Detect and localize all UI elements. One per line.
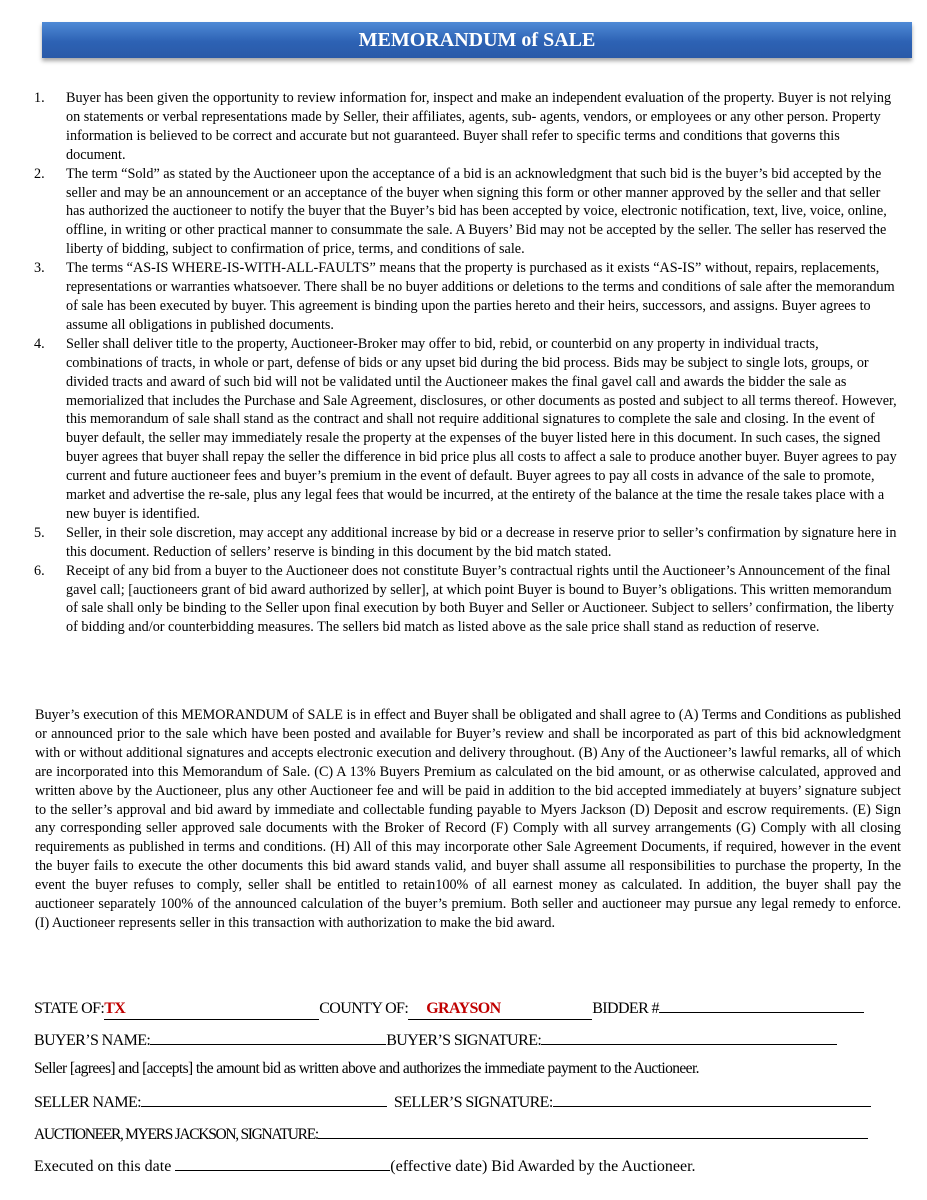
term-text: Buyer has been given the opportunity to review information for, inspect and make an independent evaluation of the property. Buyer is not relying on statements or verbal representations made by Seller, their affiliates, agents, sub- agents, vendors, or employees or any other person. Property information is believed to be correct and accurate but not guaranteed. Buyer shall refer to specific terms and conditions that governs this document. [66,90,892,163]
term-number: 4. [34,335,45,352]
state-value: TX [104,1000,126,1017]
term-text: The term “Sold” as stated by the Auctioneer upon the acceptance of a bid is an acknowledgment that such bid is the buyer’s bid accepted by the seller and may be an announcement or an acceptance of the buyer when signing this form or other manner approved by the seller and that seller has authorized the auctioneer to notify the buyer that the Buyer’s bid has been accepted by voice, electronic notification, text, live, voice, online, offline, in writing or other practical manner to consummate the sale. A Buyers’ Bid may not be accepted by the seller. The seller has reserved the liberty of bidding, subject to confirmation of price, terms, and conditions of sale. [66,165,887,258]
terms-list [34,89,898,637]
state-field[interactable] [104,999,319,1020]
seller-row [34,1091,927,1113]
executed-row [34,1155,927,1177]
buyer-name-label: BUYER’S NAME: [34,1032,151,1049]
seller-signature-label: SELLER’S SIGNATURE: [393,1094,553,1111]
county-field[interactable] [408,999,592,1020]
term-item [34,89,898,165]
buyer-signature-field[interactable] [541,1029,837,1045]
term-text: Seller, in their sole discretion, may accept any additional increase by bid or a decrease in reserve prior to seller’s confirmation by signature here in this document. Reduction of sellers’ reserve is binding in this document by the bid match stated. [66,524,897,560]
seller-name-field[interactable] [141,1091,387,1107]
buyer-name-field[interactable] [150,1029,386,1045]
seller-name-label: SELLER NAME: [34,1094,142,1111]
term-number: 1. [34,90,45,106]
term-item [34,335,898,524]
term-item [34,562,898,638]
auctioneer-row [34,1123,927,1145]
term-item [34,259,898,335]
term-text: The terms “AS-IS WHERE-IS-WITH-ALL-FAULTS” means that the property is purchased as it exists “AS-IS” without, repairs, replacements, representations or warranties whatsoever. There shall be no buyer additions or deletions to the terms and conditions of sale after the memorandum of sale has been executed by buyer. This agreement is binding upon the parties hereto and their heirs, successors, and assigns. Buyer agrees to assume all obligations in published documents. [66,260,895,333]
document-title: MEMORANDUM of SALE [358,29,596,51]
county-value: GRAYSON [426,1000,501,1017]
term-number: 2. [34,165,45,182]
buyer-signature-label: BUYER’S SIGNATURE: [386,1032,542,1049]
executed-date-field[interactable] [175,1155,390,1171]
execution-paragraph: Buyer’s execution of this MEMORANDUM of SALE is in effect and Buyer shall be obligated and shall agree to (A) Terms and Conditions as published or announced prior to the sale which have been posted and available for Buyer’s review and shall be incorporated as part of this bid acknowledgment with or without additional signatures and accepts electronic execution and delivery throughout. (B) Any of the Auctioneer’s lawful remarks, all of which are incorporated into this Memorandum of Sale. (C) A 13% Buyers Premium as calculated on the bid amount, or as otherwise calculated, approved and written above by the Auctioneer, plus any other Auctioneer fee and will be paid in addition to the bid accepted immediately at buyers’ signature subject to the seller’s approval and bid award by immediate and collectable funding payable to Myers Jackson (D) Deposit and escrow requirements. (E) Sign any corresponding seller approved sale documents with the Broker of Record (F) Comply with all survey arrangements (G) Comply with all closing requirements as published in terms and conditions. (H) All of this may incorporate other Sale Agreement Documents, if required, however in the event the buyer fails to execute the other documents this bid award stands valid, and buyer shall assume all responsibilities to purchase the property, In the event the buyer refuses to comply, seller shall be entitled to retain100% of all earnest money as calculated. In addition, the buyer shall pay the auctioneer separately 100% of the announced calculation of the buyer’s premium. Both seller and auctioneer may pursue any legal remedy to enforce. (I) Auctioneer represents seller in this transaction with authorization to make the bid award. [35,707,901,931]
county-label: COUNTY OF: [319,1000,409,1017]
buyer-row [34,1029,927,1051]
auctioneer-signature-label: AUCTIONEER, MYERS JACKSON, SIGNATURE: [34,1126,318,1143]
bidder-label: BIDDER # [592,1000,659,1017]
term-number: 3. [34,260,45,277]
seller-signature-field[interactable] [553,1091,871,1107]
term-text: Seller shall deliver title to the property, Auctioneer-Broker may offer to bid, rebid, or counterbid on any property in individual tracts, combinations of tracts, in whole or part, defense of bids or any upset bid during the bid process. Bids may be subject to single lots, groups, or divided tracts and award of such bid will not be validated until the Auctioneer makes the final gavel call and awards the bidder the sale as memorialized that includes the Purchase and Sale Agreement, disclosures, or other documents as posted and subject to all terms thereof. However, this memorandum of sale shall stand as the contract and shall not require additional signatures to complete the sale and closing. In the event of buyer default, the seller may immediately resale the property at the expenses of the buyer listed here in this document. In such cases, the signed buyer agrees that buyer shall repay the seller the difference in bid price plus all costs to affect a sale to produce another buyer. Buyer agrees to pay current and future auctioneer fees and buyer’s premium in the event of default. Buyer agrees to pay all costs in advance of the sale to promote, market and advertise the re-sale, plus any legal fees that would be incurred, at the entirety of the balance at the time the resale takes place with a new buyer is identified. [66,335,897,522]
seller-statement: Seller [agrees] and [accepts] the amount bid as written above and authorizes the immediate payment to the Auctioneer. [34,1060,699,1077]
auctioneer-signature-field[interactable] [318,1123,868,1139]
executed-prefix: Executed on this date [34,1158,172,1175]
term-text: Receipt of any bid from a buyer to the Auctioneer does not constitute Buyer’s contractual rights until the Auctioneer’s Announcement of the final gavel call; [auctioneers grant of bid award authorized by seller], at which point Buyer is bound to Buyer’s obligations. This written memorandum of sale shall only be binding to the Seller upon final execution by both Buyer and Seller or Auctioneer. Subject to sellers’ confirmation, the liberty of bidding and/or counterbidding measures. The sellers bid match as listed above as the sale price shall stand as reduction of reserve. [66,562,894,636]
executed-suffix: (effective date) Bid Awarded by the Auctioneer. [390,1158,696,1175]
term-number: 6. [34,562,45,579]
state-county-bidder-row [34,997,927,1020]
bidder-field[interactable] [659,997,864,1013]
term-item [34,165,898,260]
term-number: 5. [34,524,45,541]
state-label: STATE OF: [34,1000,105,1017]
document-title-banner [42,22,912,58]
term-item [34,524,898,562]
